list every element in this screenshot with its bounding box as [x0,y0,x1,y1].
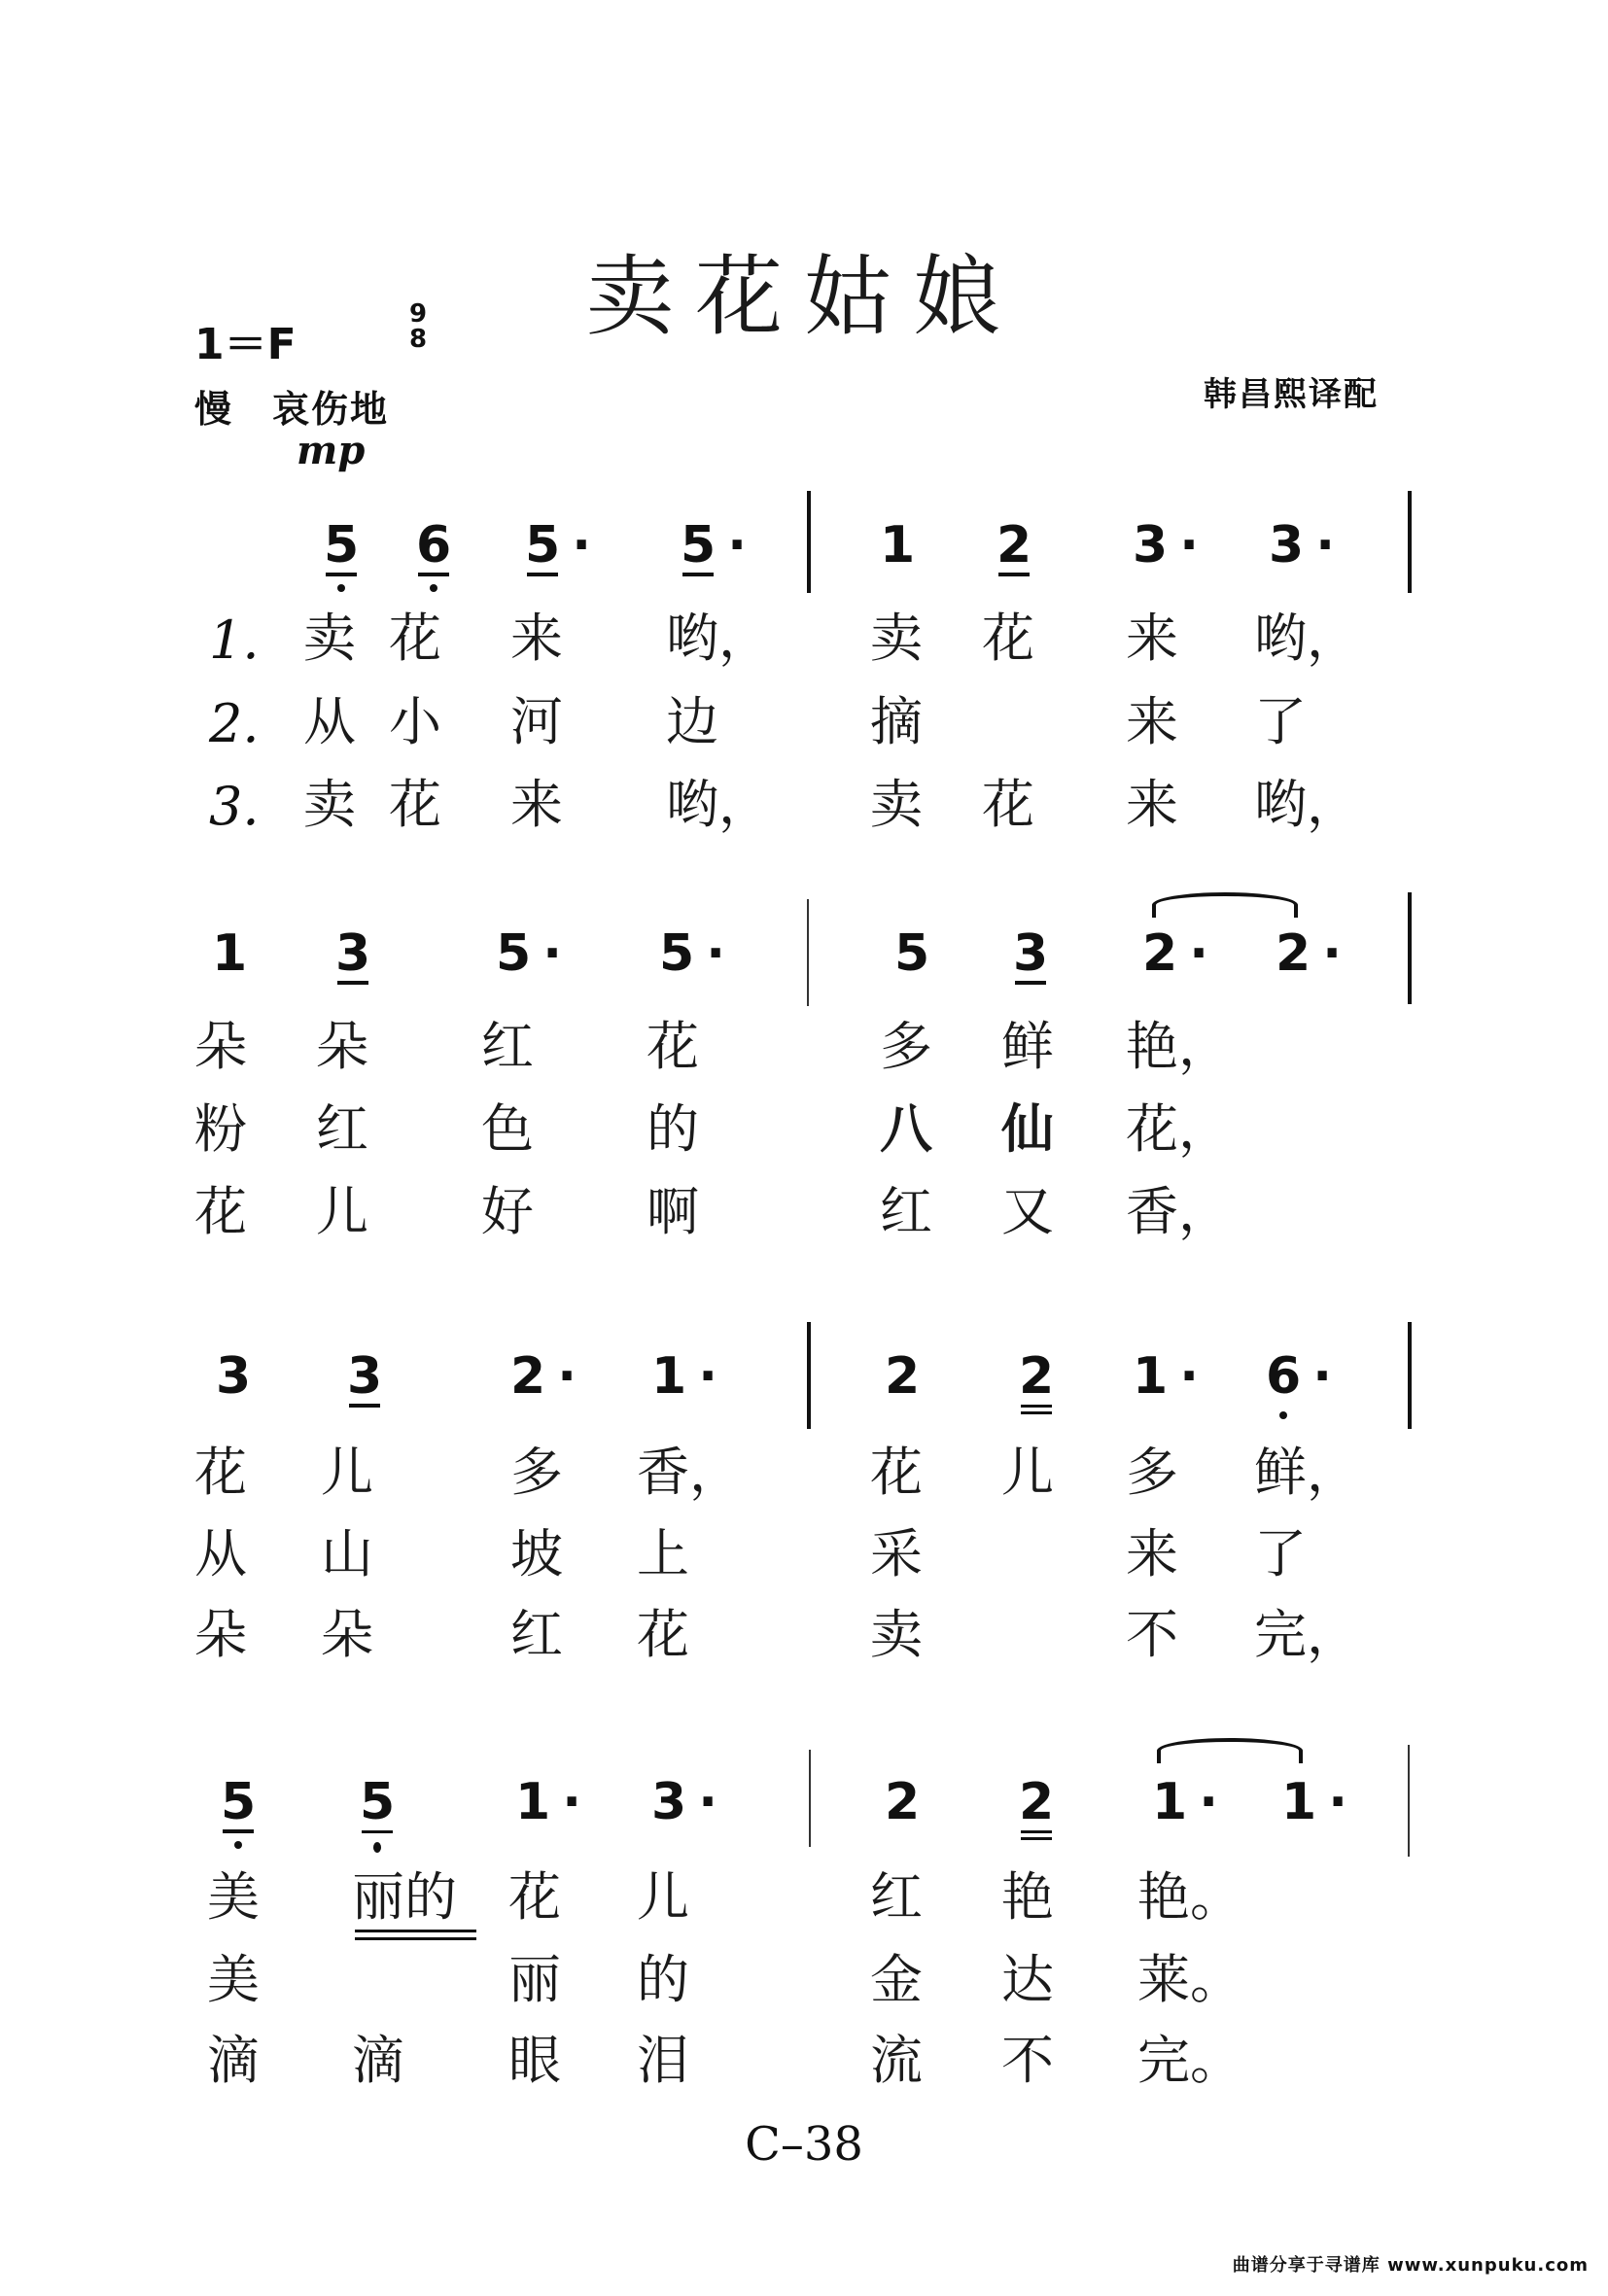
lyric: 卖 [303,774,356,835]
lyric: 滴 [207,2030,260,2091]
tempo-marking: 慢 哀伤地 [194,388,390,431]
note: 5 [221,1773,257,1831]
lyric: 从 [194,1523,247,1584]
note: 2 · [1276,924,1342,983]
lyric: 丽 [508,1949,561,2010]
lyric: 儿 [637,1866,689,1928]
lyric: 花 [982,774,1034,835]
lyric: 金 [870,1949,923,2010]
note: 6 · [1266,1347,1332,1406]
note: 3 · [651,1773,717,1831]
lyric: 啊 [647,1181,699,1242]
lyric: 卖 [870,1604,923,1665]
note: 2 [996,516,1032,574]
barline [807,491,811,593]
note: 5 · [496,924,562,983]
lyric: 来 [1126,774,1178,835]
note: 3 [335,924,371,983]
lyric: 边 [666,691,718,752]
note: 5 · [681,516,747,574]
song-title: 卖花姑娘 [586,246,1022,348]
lyric: 多 [510,1442,563,1503]
note: 1 · [1152,1773,1218,1831]
lyric: 艳。 [1137,1866,1242,1928]
barline [807,1322,811,1429]
melisma-line [355,1930,476,1932]
lyric: 哟， [1254,608,1359,669]
time-denominator: 8 [408,325,428,354]
lyric: 花 [508,1866,561,1928]
note: 3 · [1269,516,1335,574]
lyric: 红 [316,1098,368,1160]
note: 3 [216,1347,252,1406]
lyric: 色 [481,1098,534,1160]
lyric: 鲜， [1254,1442,1359,1503]
note: 2 · [1142,924,1208,983]
barline [807,899,809,1006]
lyric: 不 [1126,1604,1178,1665]
lyric: 花 [982,608,1034,669]
lyric: 哟， [1254,774,1359,835]
note: 5 · [525,516,591,574]
page-number: C–38 [745,2117,863,2172]
lyric: 来 [510,774,563,835]
lyric: 花 [870,1442,923,1503]
lyric: 了 [1254,691,1307,752]
source-watermark: 曲谱分享于寻谱库 www.xunpuku.com [1232,2255,1589,2276]
lyric: 完， [1254,1604,1359,1665]
note: 6 [416,516,452,574]
note: 2 [1019,1773,1055,1831]
lyric: 丽的 [352,1866,457,1928]
lyric: 儿 [316,1181,368,1242]
lyric: 红 [880,1181,932,1242]
lyric: 朵 [194,1016,247,1077]
note: 5 [324,516,360,574]
note: 3 [1013,924,1049,983]
lyric: 艳 [1001,1866,1054,1928]
translator-credit: 韩昌熙译配 [1204,375,1379,414]
lyric: 河 [510,691,563,752]
lyric: 了 [1254,1523,1307,1584]
lyric: 儿 [1001,1442,1054,1503]
barline [1408,1322,1412,1429]
lyric: 艳， [1126,1016,1231,1077]
note: 3 [347,1347,383,1406]
note: 1 · [1133,1347,1199,1406]
lyric: 好 [481,1181,534,1242]
barline [809,1750,811,1847]
lyric: 上 [637,1523,689,1584]
note: 1 · [1281,1773,1347,1831]
lyric: 卖 [870,608,923,669]
barline [1408,892,1412,1004]
lyric: 多 [1126,1442,1178,1503]
lyric: 不 [1001,2030,1054,2091]
lyric: 美 [207,1866,260,1928]
lyric: 红 [481,1016,534,1077]
lyric: 粉 [194,1098,247,1160]
lyric: 坡 [510,1523,563,1584]
lyric: 达 [1001,1949,1054,2010]
lyric: 卖 [303,608,356,669]
lyric: 香， [1126,1181,1231,1242]
note: 5 [360,1773,396,1831]
lyric: 完。 [1137,2030,1242,2091]
lyric: 朵 [316,1016,368,1077]
dynamic-marking: mp [297,428,366,473]
note: 1 · [515,1773,581,1831]
lyric: 花 [647,1016,699,1077]
lyric: 来 [1126,1523,1178,1584]
note: 5 [894,924,930,983]
barline [1408,491,1412,593]
barline [1408,1745,1410,1857]
lyric: 来 [1126,608,1178,669]
melisma-line [355,1937,476,1940]
lyric: 来 [1126,691,1178,752]
lyric: 美 [207,1949,260,2010]
tie-slur [1152,892,1298,918]
lyric: 小 [389,691,441,752]
lyric: 山 [321,1523,373,1584]
lyric: 莱。 [1137,1949,1242,2010]
lyric: 鲜 [1001,1016,1054,1077]
verse-number: 1. [209,609,260,671]
lyric: 花 [637,1604,689,1665]
key-signature: 1＝F [194,320,297,369]
verse-number: 2. [209,693,260,754]
lyric: 从 [303,691,356,752]
lyric: 又 [1001,1181,1054,1242]
lyric: 采 [870,1523,923,1584]
lyric: 的 [647,1098,699,1160]
note: 1 · [651,1347,717,1406]
lyric: 眼 [508,2030,561,2091]
lyric: 儿 [321,1442,373,1503]
lyric: 哟， [666,774,771,835]
lyric: 多 [880,1016,932,1077]
lyric: 朵 [194,1604,247,1665]
lyric: 流 [870,2030,923,2091]
lyric: 八 [880,1098,932,1160]
verse-number: 3. [209,776,260,837]
note: 5 · [659,924,725,983]
lyric: 的 [637,1949,689,2010]
lyric: 卖 [870,774,923,835]
lyric: 仙 [1001,1098,1054,1160]
tie-slur [1157,1738,1303,1763]
time-numerator: 9 [408,299,428,329]
note: 1 [880,516,916,574]
lyric: 滴 [352,2030,404,2091]
lyric: 泪 [637,2030,689,2091]
lyric: 花 [194,1442,247,1503]
note: 2 · [510,1347,577,1406]
lyric: 来 [510,608,563,669]
lyric: 花 [389,608,441,669]
lyric: 摘 [870,691,923,752]
time-signature [399,301,437,352]
lyric: 红 [510,1604,563,1665]
lyric: 朵 [321,1604,373,1665]
note: 3 · [1133,516,1199,574]
note: 2 [1019,1347,1055,1406]
lyric: 花， [1126,1098,1231,1160]
note: 1 [212,924,248,983]
lyric: 哟， [666,608,771,669]
lyric: 花 [389,774,441,835]
lyric: 花 [194,1181,247,1242]
note: 2 [885,1773,921,1831]
lyric: 红 [870,1866,923,1928]
lyric: 香， [637,1442,742,1503]
note: 2 [885,1347,921,1406]
